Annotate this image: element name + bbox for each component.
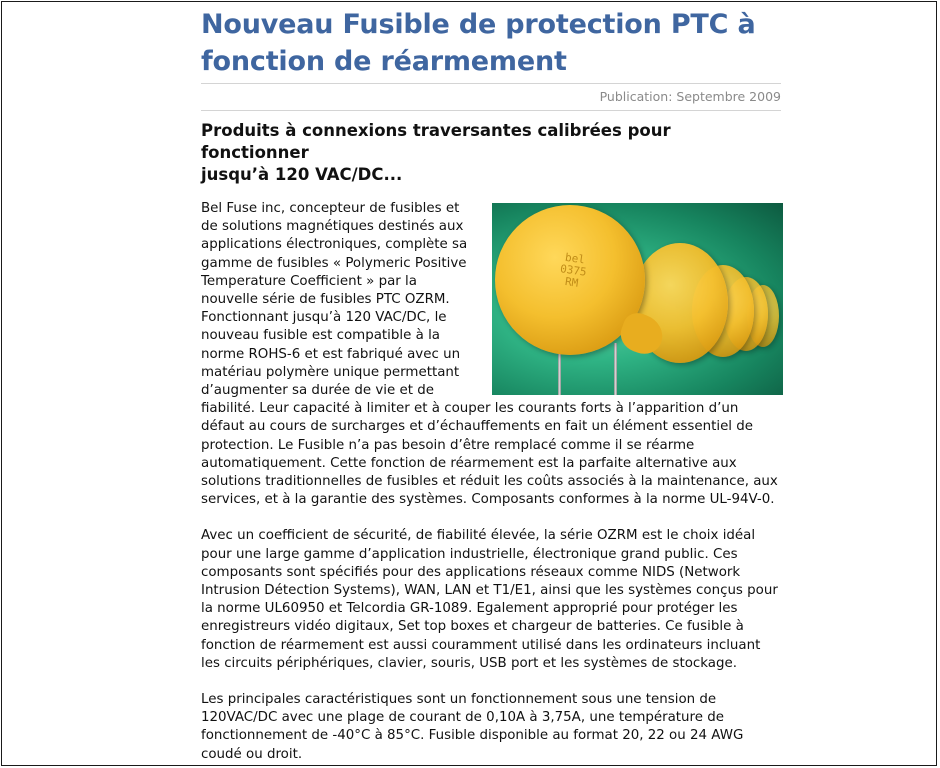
fuse-marking (558, 251, 589, 290)
article-title-line-2: fonction de réarmement (201, 46, 567, 77)
article-paragraph-1-text: Bel Fuse inc, concepteur de fusibles et de solutions magnétiques destinés aux applications électroniques, complète sa gamme de fusibles « Polymeric Positive Temperature Coefficient » par la nouvelle série de fusibles PTC OZRM. Fonctionnant jusqu’à 120 VAC/DC, le nouveau fusible est compatible à la norme ROHS-6 et est fabriqué avec un matériau polymère unique permettant d’augmenter sa durée de vie et de fiabilité. Leur capacité à limiter et à couper les courants forts à l’apparition d’un défaut au cours de surcharges et d’échauffements en fait un élément essentiel de protection. Le Fusible n’a pas besoin d’être remplacé comme il se réarme automatiquement. Cette fonction de réarmement est la parfaite alternative aux solutions traditionnelles de fusibles et réduit les coûts associés à la maintenance, aux services, et à la garantie des systèmes. Composants conformes à la norme UL-94V-0. (201, 201, 778, 508)
fuse-marking-line-3: RM (564, 275, 580, 290)
article-paragraph-3: Les principales caractéristiques sont un fonctionnement sous une tension de 120VAC/DC avec une plage de courant de 0,10A à 3,75A, une température de fonctionnement de -40°C à 85°C. Fusible disponible au format 20, 22 ou 24 AWG coudé ou droit. (201, 692, 744, 762)
fuse-marking-line-1: bel (564, 250, 586, 267)
publication-date: Publication: Septembre 2009 (201, 83, 781, 111)
article-subtitle-line-1: Produits à connexions traversantes calibrées pour fonctionner (201, 121, 671, 162)
ptc-fuse-photo (492, 203, 783, 395)
fuse-marking-line-2: 0375 (559, 262, 588, 279)
page-frame (1, 1, 937, 766)
article-subtitle-line-2: jusqu’à 120 VAC/DC... (201, 165, 403, 184)
article-paragraph-1 (201, 200, 781, 509)
article-title (201, 6, 781, 80)
article-title-line-1: Nouveau Fusible de protection PTC à (201, 9, 756, 40)
article (201, 6, 781, 766)
article-subtitle (201, 120, 781, 186)
fuse-lead-2 (614, 343, 617, 395)
fuse-lead-1 (558, 353, 561, 395)
article-body (201, 200, 781, 764)
article-paragraph-2: Avec un coefficient de sécurité, de fiabilité élevée, la série OZRM est le choix idéal pour une large gamme d’application industrielle, électronique grand public. Ces composants sont spécifiés pour des applications réseaux comme NIDS (Network Intrusion Détection Systems), WAN, LAN et T1/E1, ainsi que les systèmes conçus pour la norme UL60950 et Telcordia GR-1089. Egalement approprié pour protéger les enregistreurs vidéo digitaux, Set top boxes et chargeur de batteries. Ce fusible à fonction de réarmement est aussi couramment utilisé dans les ordinateurs incluant les circuits périphériques, clavier, souris, USB port et les systèmes de stockage. (201, 528, 778, 671)
